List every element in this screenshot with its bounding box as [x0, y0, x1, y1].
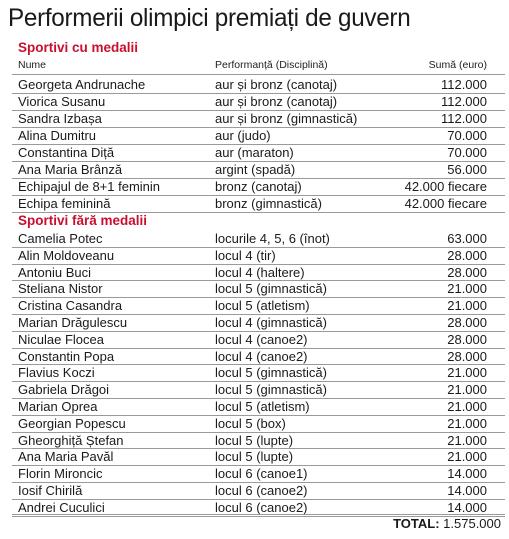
- row-sum: 21.000: [447, 399, 487, 414]
- section-title-non-medalists: Sportivi fără medalii: [18, 213, 148, 228]
- row-performance: locul 5 (gimnastică): [215, 365, 327, 381]
- row-performance: locul 5 (gimnastică): [215, 382, 327, 398]
- row-sum: 28.000: [447, 315, 487, 330]
- row-name: Echipajul de 8+1 feminin: [18, 179, 161, 194]
- row-name: Marian Drăgulescu: [18, 315, 128, 330]
- row-name: Niculae Flocea: [18, 331, 104, 347]
- row-sum: 63.000: [447, 231, 487, 246]
- row-name: Constantina Diță: [18, 145, 115, 160]
- row-performance: locul 4 (canoe2): [215, 348, 308, 364]
- row-sum: 28.000: [447, 348, 487, 364]
- table-row: [0, 465, 509, 482]
- row-performance: aur și bronz (canotaj): [215, 77, 338, 92]
- row-performance: argint (spadă): [215, 162, 296, 177]
- row-performance: locul 5 (atletism): [215, 298, 310, 314]
- table-row: [0, 264, 509, 281]
- row-sum: 28.000: [447, 331, 487, 347]
- table-row: [0, 161, 509, 178]
- row-name: Georgeta Andrunache: [18, 77, 146, 92]
- row-name: Gabriela Drăgoi: [18, 382, 110, 398]
- row-performance: aur (maraton): [215, 145, 294, 160]
- row-performance: locurile 4, 5, 6 (înot): [215, 231, 330, 246]
- row-sum: 28.000: [447, 247, 487, 263]
- table-row: [0, 348, 509, 365]
- table-row: [0, 448, 509, 465]
- table-row: [0, 297, 509, 314]
- table-row: [0, 178, 509, 195]
- row-performance: locul 4 (haltere): [215, 264, 305, 280]
- row-name: Steliana Nistor: [18, 281, 103, 297]
- total-label: TOTAL:: [393, 516, 440, 531]
- section-title-medalists: Sportivi cu medalii: [18, 40, 139, 55]
- row-sum: 21.000: [447, 415, 487, 431]
- table-row: [0, 364, 509, 381]
- row-sum: 56.000: [447, 162, 487, 177]
- row-performance: locul 5 (box): [215, 415, 286, 431]
- row-sum: 21.000: [447, 365, 487, 381]
- table-row: [0, 314, 509, 331]
- row-sum: 14.000: [447, 483, 487, 498]
- row-performance: locul 6 (canoe2): [215, 483, 308, 498]
- row-performance: aur și bronz (gimnastică): [215, 111, 358, 126]
- table-row: [0, 195, 509, 212]
- table-row: [0, 381, 509, 398]
- row-sum: 70.000: [447, 128, 487, 143]
- row-name: Georgian Popescu: [18, 415, 126, 431]
- row-sum: 112.000: [440, 111, 487, 126]
- table-row: [0, 76, 509, 93]
- row-name: Alina Dumitru: [18, 128, 97, 143]
- row-name: Alin Moldoveanu: [18, 247, 115, 263]
- row-name: Marian Oprea: [18, 399, 98, 414]
- table-row: [0, 432, 509, 449]
- row-performance: locul 6 (canoe1): [215, 466, 308, 482]
- row-name: Viorica Susanu: [18, 94, 106, 109]
- table-row: [0, 331, 509, 348]
- row-name: Cristina Casandra: [18, 298, 123, 314]
- page-title: Performerii olimpici premiați de guvern: [8, 4, 411, 32]
- table-row: [0, 110, 509, 127]
- row-sum: 42.000 fiecare: [404, 179, 487, 194]
- row-performance: aur (judo): [215, 128, 271, 143]
- table-row: [0, 144, 509, 161]
- row-sum: 21.000: [447, 449, 487, 465]
- row-name: Flavius Koczi: [18, 365, 95, 381]
- header-divider: [12, 74, 505, 75]
- table-row: [0, 280, 509, 297]
- column-header-performance: Performanță (Disciplină): [215, 59, 328, 71]
- row-sum: 21.000: [447, 382, 487, 398]
- row-name: Gheorghiță Ștefan: [18, 432, 124, 448]
- row-sum: 112.000: [440, 77, 487, 92]
- row-performance: locul 4 (tir): [215, 247, 276, 263]
- row-name: Iosif Chirilă: [18, 483, 83, 498]
- row-performance: bronz (gimnastică): [215, 196, 322, 211]
- total-value: 1.575.000: [443, 516, 501, 531]
- table-row: [0, 93, 509, 110]
- table-row: [0, 230, 509, 247]
- row-sum: 21.000: [447, 281, 487, 297]
- row-sum: 21.000: [447, 298, 487, 314]
- row-name: Sandra Izbașa: [18, 111, 102, 126]
- row-performance: aur și bronz (canotaj): [215, 94, 338, 109]
- row-name: Ana Maria Brânză: [18, 162, 123, 177]
- row-sum: 70.000: [447, 145, 487, 160]
- row-sum: 14.000: [447, 466, 487, 482]
- row-performance: locul 4 (gimnastică): [215, 315, 327, 330]
- table-row: [0, 398, 509, 415]
- table-row: [0, 415, 509, 432]
- row-name: Antoniu Buci: [18, 264, 91, 280]
- row-name: Andrei Cuculici: [18, 499, 105, 515]
- row-sum: 21.000: [447, 432, 487, 448]
- row-name: Florin Mironcic: [18, 466, 103, 482]
- row-name: Ana Maria Pavăl: [18, 449, 114, 465]
- row-performance: locul 5 (gimnastică): [215, 281, 327, 297]
- row-sum: 28.000: [447, 264, 487, 280]
- row-performance: locul 5 (lupte): [215, 432, 294, 448]
- row-name: Camelia Potec: [18, 231, 103, 246]
- row-name: Echipa feminină: [18, 196, 111, 211]
- row-sum: 42.000 fiecare: [404, 196, 487, 211]
- column-header-sum: Sumă (euro): [428, 59, 487, 71]
- table-row: [0, 127, 509, 144]
- row-sum: 112.000: [440, 94, 487, 109]
- table-row: [0, 247, 509, 264]
- total-line: [393, 515, 501, 532]
- row-performance: locul 6 (canoe2): [215, 499, 308, 515]
- row-performance: bronz (canotaj): [215, 179, 302, 194]
- row-name: Constantin Popa: [18, 348, 115, 364]
- column-header-name: Nume: [18, 59, 47, 71]
- row-performance: locul 4 (canoe2): [215, 331, 308, 347]
- row-sum: 14.000: [447, 499, 487, 515]
- row-performance: locul 5 (lupte): [215, 449, 294, 465]
- table-row: [0, 482, 509, 499]
- row-performance: locul 5 (atletism): [215, 399, 310, 414]
